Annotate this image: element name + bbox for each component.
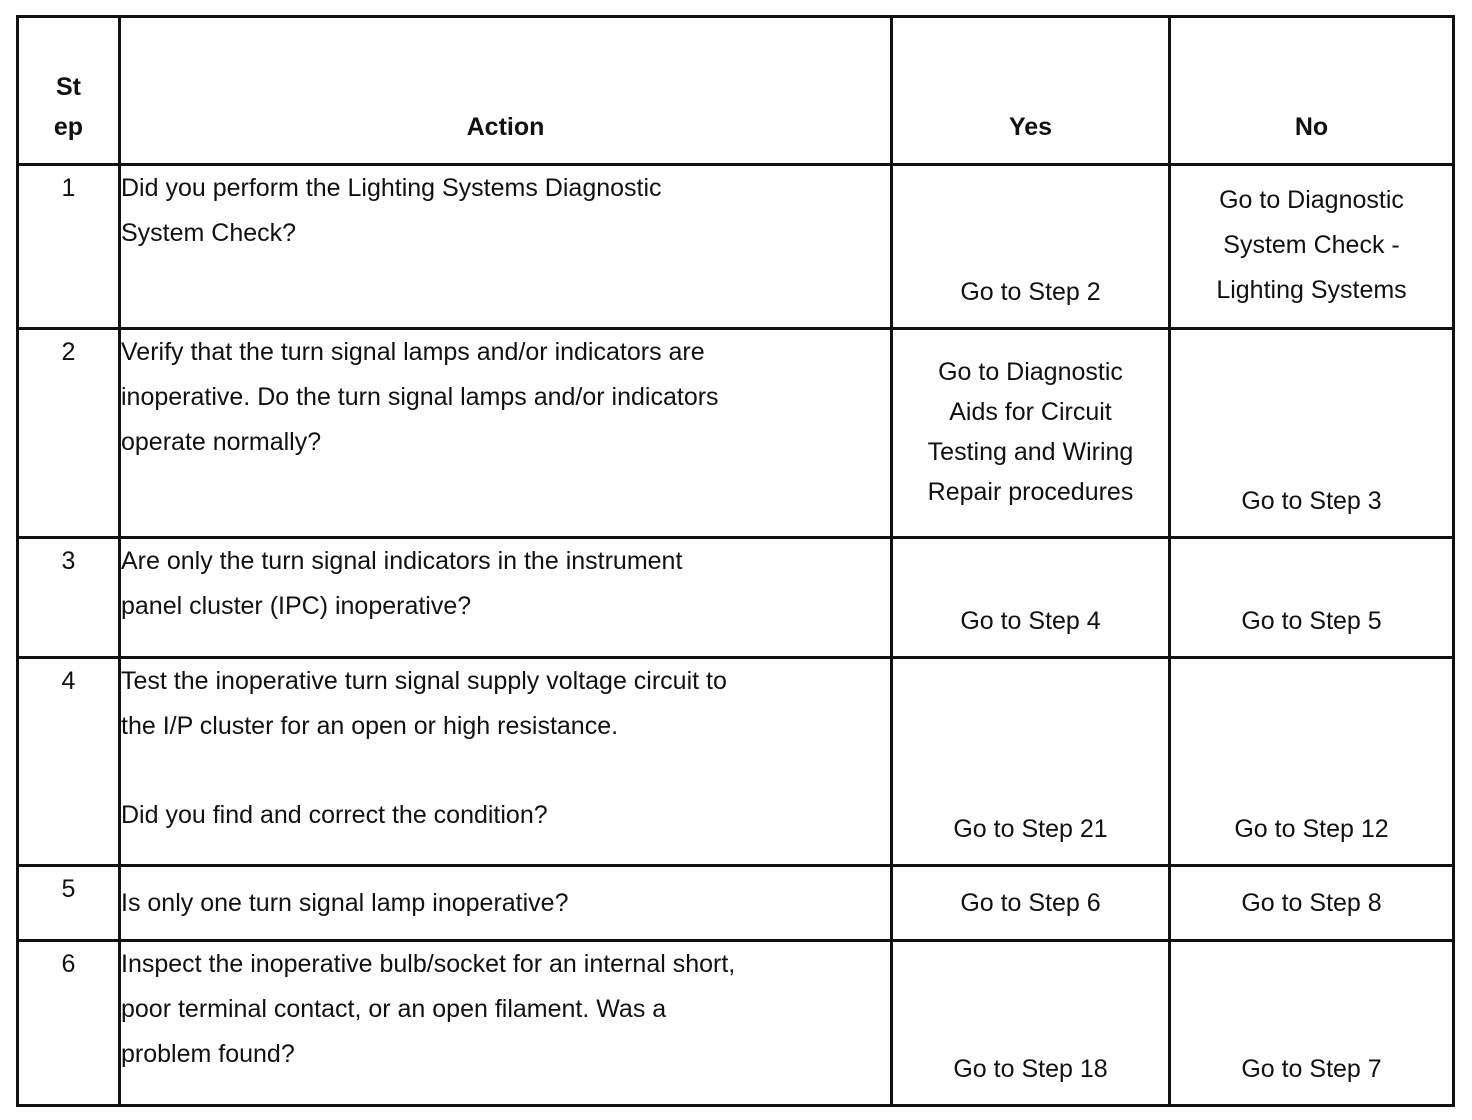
- paragraph-gap: [121, 749, 890, 793]
- no-cell: [1170, 165, 1454, 329]
- yes-cell: [892, 165, 1170, 329]
- yes-line: Repair procedures: [927, 478, 1134, 506]
- step-number: 4: [18, 658, 120, 866]
- yes-link[interactable]: [893, 352, 1168, 512]
- yes-line: Go to Diagnostic: [938, 358, 1123, 386]
- no-link[interactable]: Go to Step 3: [1241, 487, 1382, 515]
- yes-line: Testing and Wiring: [927, 438, 1134, 466]
- action-cell: [120, 866, 892, 941]
- action-line: problem found?: [121, 1040, 295, 1068]
- table-row: [18, 941, 1454, 1106]
- header-yes: Yes: [892, 17, 1170, 165]
- action-line: Inspect the inoperative bulb/socket for an internal short,: [121, 950, 736, 978]
- action-line: Are only the turn signal indicators in the instrument: [121, 547, 683, 575]
- no-link[interactable]: Go to Step 7: [1241, 1055, 1382, 1083]
- no-link[interactable]: [1171, 178, 1452, 313]
- action-cell: [120, 941, 892, 1106]
- no-cell: [1170, 658, 1454, 866]
- header-row: [18, 17, 1454, 165]
- action-question: Did you find and correct the condition?: [121, 801, 548, 829]
- header-step-line2: ep: [53, 113, 84, 141]
- step-number: 2: [18, 329, 120, 538]
- yes-link[interactable]: Go to Step 4: [960, 607, 1101, 635]
- yes-cell: [892, 658, 1170, 866]
- table-row: [18, 658, 1454, 866]
- action-line: System Check?: [121, 219, 297, 247]
- yes-cell: [892, 538, 1170, 658]
- action-cell: [120, 165, 892, 329]
- no-link[interactable]: Go to Step 8: [1241, 889, 1382, 917]
- step-number: 1: [18, 165, 120, 329]
- action-line: the I/P cluster for an open or high resistance.: [121, 712, 619, 740]
- action-cell: [120, 329, 892, 538]
- yes-link[interactable]: Go to Step 6: [960, 889, 1101, 917]
- action-line: panel cluster (IPC) inoperative?: [121, 592, 472, 620]
- header-step-line1: St: [56, 73, 81, 101]
- action-line: Verify that the turn signal lamps and/or indicators are: [121, 338, 705, 366]
- no-line: Lighting Systems: [1216, 276, 1407, 304]
- action-line: Did you perform the Lighting Systems Diagnostic: [121, 174, 662, 202]
- header-no: No: [1170, 17, 1454, 165]
- yes-link[interactable]: Go to Step 18: [953, 1055, 1108, 1083]
- table-row: [18, 866, 1454, 941]
- step-number: 3: [18, 538, 120, 658]
- table-row: [18, 538, 1454, 658]
- action-line: poor terminal contact, or an open filament. Was a: [121, 995, 667, 1023]
- table-row: [18, 165, 1454, 329]
- yes-cell: [892, 329, 1170, 538]
- yes-cell: [892, 866, 1170, 941]
- no-link[interactable]: Go to Step 12: [1234, 815, 1389, 843]
- yes-line: Aids for Circuit: [949, 398, 1112, 426]
- yes-cell: [892, 941, 1170, 1106]
- step-number: 6: [18, 941, 120, 1106]
- action-line: inoperative. Do the turn signal lamps and/or indicators: [121, 383, 719, 411]
- header-action: Action: [120, 17, 892, 165]
- action-cell: [120, 538, 892, 658]
- no-line: System Check -: [1223, 231, 1400, 259]
- diagnostic-table: [16, 15, 1455, 1107]
- no-cell: [1170, 329, 1454, 538]
- action-line: operate normally?: [121, 428, 322, 456]
- header-step: [18, 17, 120, 165]
- no-cell: [1170, 538, 1454, 658]
- yes-link[interactable]: Go to Step 21: [953, 815, 1108, 843]
- step-number: 5: [18, 866, 120, 941]
- no-link[interactable]: Go to Step 5: [1241, 607, 1382, 635]
- no-cell: [1170, 866, 1454, 941]
- no-cell: [1170, 941, 1454, 1106]
- action-cell: [120, 658, 892, 866]
- no-line: Go to Diagnostic: [1219, 186, 1404, 214]
- action-line: Test the inoperative turn signal supply voltage circuit to: [121, 667, 727, 695]
- action-line: Is only one turn signal lamp inoperative?: [121, 889, 569, 917]
- yes-link[interactable]: Go to Step 2: [960, 278, 1101, 306]
- table-row: [18, 329, 1454, 538]
